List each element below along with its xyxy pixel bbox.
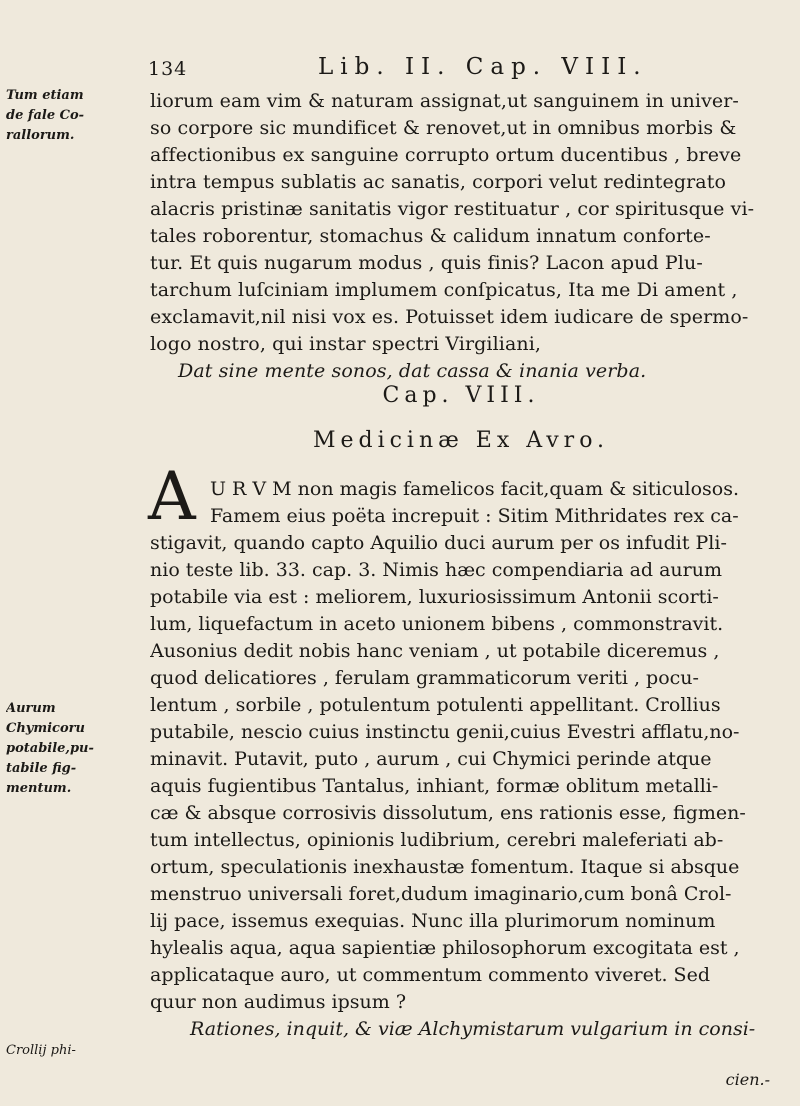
margin-line: Chymicoru: [6, 721, 85, 736]
margin-line: Aurum: [6, 701, 56, 716]
text-line: alacris pristinæ sanitatis vigor restituatur , cor spiritusque vi-: [150, 198, 755, 220]
text-line: tur. Et quis nugarum modus , quis finis? Lacon apud Plu-: [150, 252, 703, 274]
margin-line: mentum.: [6, 781, 72, 796]
chapter-number: Cap. VIII.: [382, 383, 540, 408]
chapter-title: Medicinæ Ex Avro.: [312, 428, 610, 453]
margin-line: de fale Co-: [6, 108, 85, 123]
text-line: quod delicatiores , ferulam grammaticorum veriti , pocu-: [150, 667, 699, 689]
margin-line: potabile,pu-: [6, 741, 94, 756]
text-line: Rationes, inquit, & viæ Alchymistarum vulgarium in consi-: [190, 1018, 756, 1040]
catchword: cien.-: [725, 1070, 770, 1089]
paragraph-2: [150, 476, 772, 1043]
text-line: minavit. Putavit, puto , aurum , cui Chymici perinde atque: [150, 748, 712, 770]
text-line: potabile via est : meliorem, luxuriosissimum Antonii scorti-: [150, 586, 719, 608]
text-line: putabile, nescio cuius instinctu genii,cuius Evestri afflatu,no-: [150, 721, 740, 743]
margin-line: Crollij phi-: [6, 1043, 76, 1058]
text-line: aquis fugientibus Tantalus, inhiant, formæ oblitum metalli-: [150, 775, 719, 797]
text-line: ortum, speculationis inexhaustæ fomentum. Itaque si absque: [150, 856, 740, 878]
text-line: lentum , sorbile , potulentum potulenti appellitant. Crollius: [150, 694, 721, 716]
text-line: liorum eam vim & naturam assignat,ut sanguinem in univer-: [150, 90, 739, 112]
margin-line: rallorum.: [6, 128, 75, 143]
text-line: so corpore sic mundificet & renovet,ut in omnibus morbis &: [150, 117, 737, 139]
margin-line: Tum etiam: [6, 88, 84, 103]
text-line: stigavit, quando capto Aquilio duci aurum per os infudit Pli-: [150, 532, 727, 554]
text-line: nio teste lib. 33. cap. 3. Nimis hæc compendiaria ad aurum: [150, 559, 722, 581]
text-line: applicataque auro, ut commentum commento viveret. Sed: [150, 964, 710, 986]
text-line: U R V M non magis famelicos facit,quam & siticulosos.: [210, 478, 740, 500]
paragraph-1: [150, 88, 772, 385]
text-line: exclamavit,nil nisi vox es. Potuisset idem iudicare de spermo-: [150, 306, 749, 328]
text-line: logo nostro, qui instar spectri Virgiliani,: [150, 333, 542, 355]
margin-note-coral: [6, 86, 98, 146]
margin-note-aurum: [6, 699, 98, 799]
text-line: lij pace, issemus exequias. Nunc illa plurimorum nominum: [150, 910, 716, 932]
text-line: hylealis aqua, aqua sapientiæ philosophorum excogitata est ,: [150, 937, 740, 959]
margin-note-crollius: [6, 1041, 98, 1061]
running-head: Lib. II. Cap. VIII.: [318, 54, 648, 80]
text-line: quur non audimus ipsum ?: [150, 991, 407, 1013]
text-line: tales roborentur, stomachus & calidum innatum conforte-: [150, 225, 711, 247]
text-line: affectionibus ex sanguine corrupto ortum ducentibus , breve: [150, 144, 742, 166]
margin-line: tabile fig-: [6, 761, 77, 776]
text-line: cæ & absque corrosivis dissolutum, ens rationis esse, figmen-: [150, 802, 746, 824]
text-line: lum, liquefactum in aceto unionem bibens , commonstravit.: [150, 613, 724, 635]
text-line: menstruo universali foret,dudum imaginario,cum bonâ Crol-: [150, 883, 732, 905]
page-number: 134: [148, 58, 188, 80]
text-line: tum intellectus, opinionis ludibrium, cerebri maleferiati ab-: [150, 829, 724, 851]
text-line: Famem eius poëta increpuit : Sitim Mithridates rex ca-: [210, 505, 739, 527]
verse-quote: Dat sine mente sonos, dat cassa & inania verba.: [178, 360, 647, 382]
drop-capital: A: [148, 458, 196, 535]
running-header: [148, 52, 708, 86]
text-line: tarchum luſciniam implumem conſpicatus, Ita me Di ament ,: [150, 279, 738, 301]
text-line: intra tempus sublatis ac sanatis, corpori velut redintegrato: [150, 171, 726, 193]
text-line: Ausonius dedit nobis hanc veniam , ut potabile diceremus ,: [150, 640, 720, 662]
